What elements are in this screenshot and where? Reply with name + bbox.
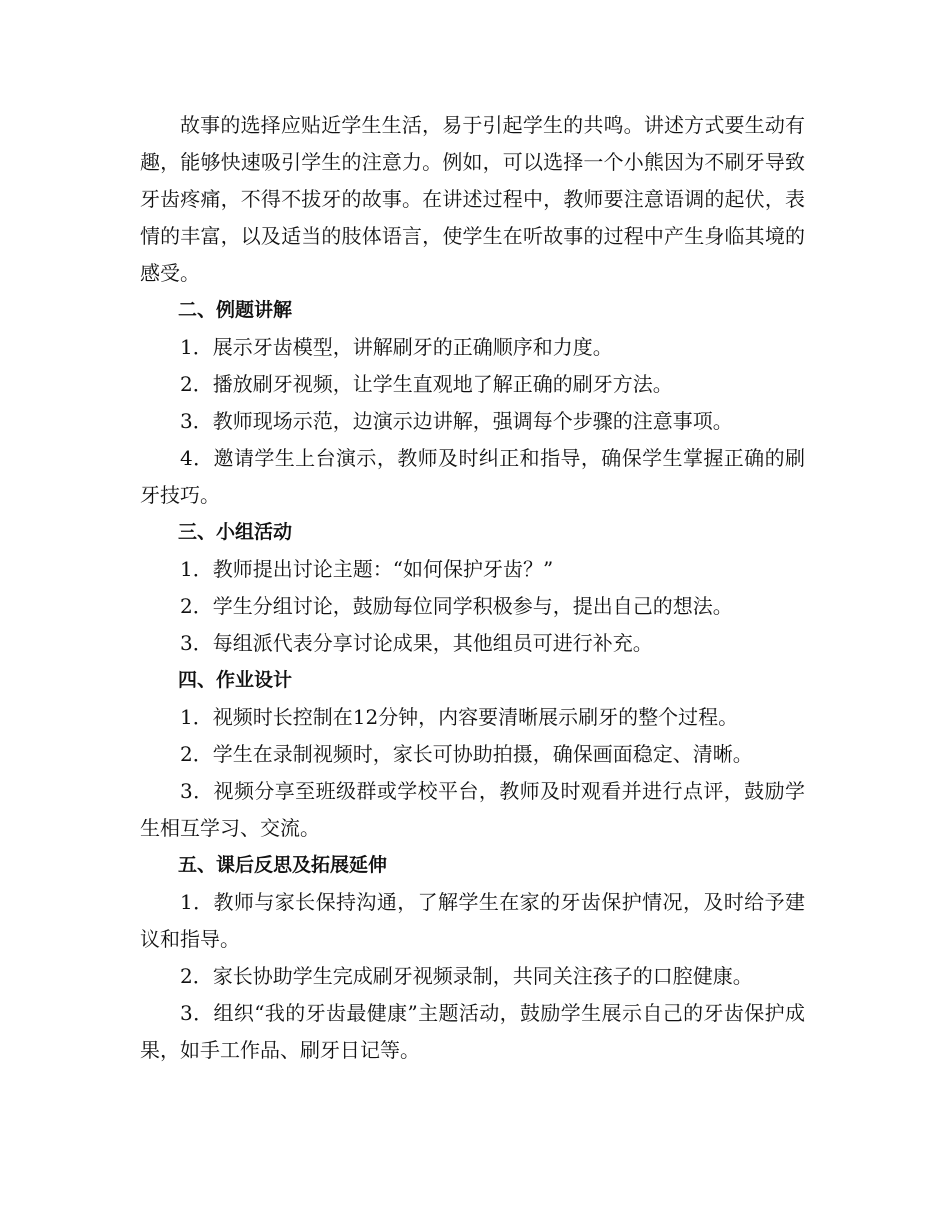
list-item: 3．每组派代表分享讨论成果，其他组员可进行补充。 bbox=[180, 631, 653, 655]
list-item: 2．播放刷牙视频，让学生直观地了解正确的刷牙方法。 bbox=[180, 372, 673, 396]
list-item: 2．学生在录制视频时，家长可协助拍摄，确保画面稳定、清晰。 bbox=[180, 742, 753, 766]
section-heading-group-activity: 三、小组活动 bbox=[178, 521, 293, 543]
list-item: 4．邀请学生上台演示，教师及时纠正和指导，确保学生掌握正确的刷牙技巧。 bbox=[140, 446, 805, 507]
list-item: 1．展示牙齿模型，讲解刷牙的正确顺序和力度。 bbox=[180, 335, 613, 359]
document-body bbox=[140, 107, 805, 1069]
list-item: 2．家长协助学生完成刷牙视频录制，共同关注孩子的口腔健康。 bbox=[180, 964, 753, 988]
list-item: 3．视频分享至班级群或学校平台，教师及时观看并进行点评，鼓励学生相互学习、交流。 bbox=[140, 779, 805, 840]
list-item: 1．教师与家长保持沟通，了解学生在家的牙齿保护情况，及时给予建议和指导。 bbox=[140, 890, 805, 951]
list-item: 2．学生分组讨论，鼓励每位同学积极参与，提出自己的想法。 bbox=[180, 594, 733, 618]
section-heading-examples: 二、例题讲解 bbox=[178, 299, 293, 321]
list-item: 1．教师提出讨论主题：“如何保护牙齿？” bbox=[180, 557, 554, 581]
section-heading-homework: 四、作业设计 bbox=[178, 669, 293, 691]
intro-paragraph: 故事的选择应贴近学生生活，易于引起学生的共鸣。讲述方式要生动有趣，能够快速吸引学生的注意力。例如，可以选择一个小熊因为不刷牙导致牙齿疼痛，不得不拔牙的故事。在讲述过程中，教师要注意语调的起伏，表情的丰富，以及适当的肢体语言，使学生在听故事的过程中产生身临其境的感受。 bbox=[140, 113, 805, 285]
section-heading-reflection: 五、课后反思及拓展延伸 bbox=[178, 854, 388, 876]
list-item: 3．组织“我的牙齿最健康”主题活动，鼓励学生展示自己的牙齿保护成果，如手工作品、刷牙日记等。 bbox=[140, 1001, 805, 1062]
list-item: 3．教师现场示范，边演示边讲解，强调每个步骤的注意事项。 bbox=[180, 409, 733, 433]
list-item: 1．视频时长控制在12分钟，内容要清晰展示刷牙的整个过程。 bbox=[180, 705, 739, 729]
